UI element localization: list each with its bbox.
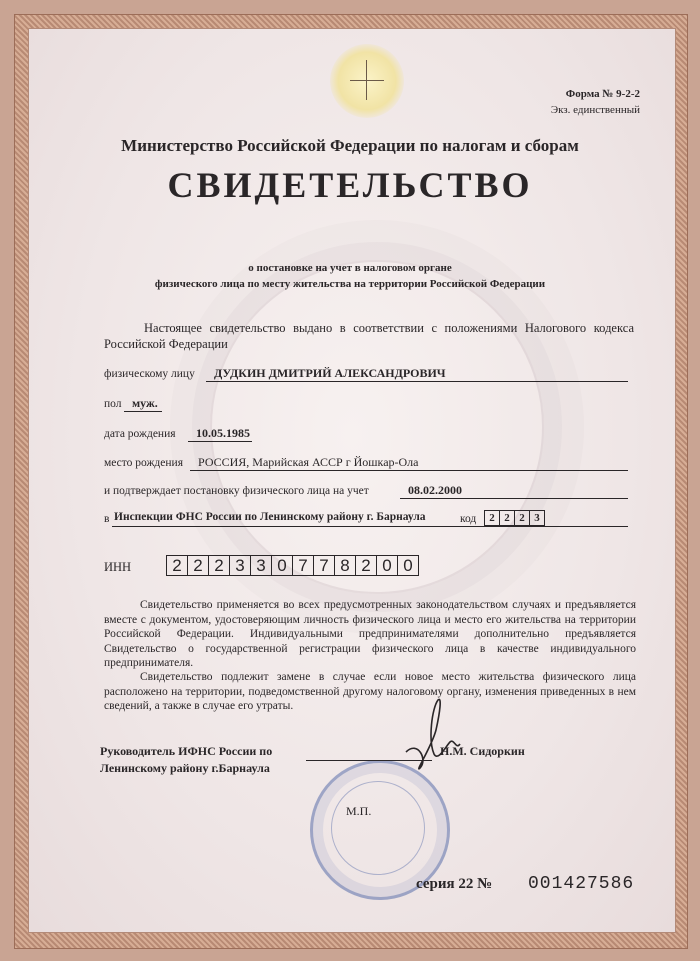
inn-digit: 0 xyxy=(377,556,398,575)
inn-digit: 0 xyxy=(403,556,413,575)
inspection-value: Инспекции ФНС России по Ленинскому району г. Барнаула xyxy=(114,511,426,523)
subtitle-line1: о постановке на учет в налоговом органе xyxy=(248,262,452,274)
person-label: физическому лицу xyxy=(104,368,195,380)
sex-underline xyxy=(124,411,162,412)
handwritten-signature-icon xyxy=(398,690,468,780)
copy-note: Экз. единственный xyxy=(550,104,640,116)
inspection-code xyxy=(484,510,545,526)
inn-digit: 2 xyxy=(167,556,188,575)
hologram-seal-icon xyxy=(330,44,404,118)
birth-date-label: дата рождения xyxy=(104,428,176,440)
sex-label: пол xyxy=(104,398,122,410)
inn-digit: 2 xyxy=(356,556,377,575)
code-label: код xyxy=(460,513,477,525)
inn-label: ИНН xyxy=(104,560,132,574)
birth-date-underline xyxy=(188,441,252,442)
document-title: СВИДЕТЕЛЬСТВО xyxy=(167,165,533,205)
in-label: в xyxy=(104,513,110,525)
code-digit: 2 xyxy=(485,511,500,525)
form-number: Форма № 9-2-2 xyxy=(565,88,640,100)
birth-place-underline xyxy=(190,470,628,471)
inn-digit: 7 xyxy=(293,556,314,575)
inn-digit: 0 xyxy=(272,556,293,575)
replacement-paragraph: Свидетельство подлежит замене в случае если новое место жительства физического лица расположено на территории, подведомственной другому налоговому органу, изменения приведенных в нем сведений, а также в случае его утраты. xyxy=(104,671,636,712)
code-digit: 2 xyxy=(500,511,515,525)
registration-date: 08.02.2000 xyxy=(408,483,462,497)
code-digit: 2 xyxy=(515,511,530,525)
ministry-title: Министерство Российской Федерации по налогам и сборам xyxy=(121,136,579,155)
registration-label: и подтверждает постановку физического лица на учет xyxy=(104,485,369,497)
inn-digit: 2 xyxy=(209,556,230,575)
inspection-underline xyxy=(112,526,628,527)
inn-digit: 8 xyxy=(335,556,356,575)
person-value: ДУДКИН ДМИТРИЙ АЛЕКСАНДРОВИЧ xyxy=(214,366,446,380)
usage-paragraph: Свидетельство применяется во всех предусмотренных законодательством случаях и предъявляется вместе с документом, удостоверяющим личность физического лица и место его жительства на территории Российской Федерации. Индивидуальными предпринимателями дополнительно предъявляется Свидетельство о государственной регистрации физического лица в качестве индивидуального предпринимателя. xyxy=(104,599,636,669)
inn-digit: 3 xyxy=(251,556,272,575)
intro-text: Настоящее свидетельство выдано в соответствии с положениями Налогового кодекса Российской Федерации xyxy=(104,321,634,351)
person-underline xyxy=(206,381,628,382)
registration-underline xyxy=(400,498,628,499)
subtitle-line2: физического лица по месту жительства на территории Российской Федерации xyxy=(154,278,546,290)
signature-line xyxy=(306,760,432,761)
birth-place-label: место рождения xyxy=(104,457,183,469)
seal-place-label: М.П. xyxy=(346,804,372,818)
background-emblem xyxy=(210,260,544,594)
signatory-name: Н.М. Сидоркин xyxy=(440,744,525,758)
signatory-position-line1: Руководитель ИФНС России по xyxy=(100,744,273,758)
serial-number: 001427586 xyxy=(528,874,635,894)
sex-value: муж. xyxy=(132,396,158,410)
inn-digit: 3 xyxy=(230,556,251,575)
birth-place-value: РОССИЯ, Марийская АССР г Йошкар-Ола xyxy=(198,455,419,469)
birth-date-value: 10.05.1985 xyxy=(196,426,250,440)
inn-digit: 2 xyxy=(188,556,209,575)
inn-number xyxy=(166,555,419,576)
signatory-position-line2: Ленинскому району г.Барнаула xyxy=(100,761,270,775)
series-label: серия 22 № xyxy=(416,876,493,892)
code-digit: 3 xyxy=(534,512,540,524)
inn-digit: 7 xyxy=(314,556,335,575)
